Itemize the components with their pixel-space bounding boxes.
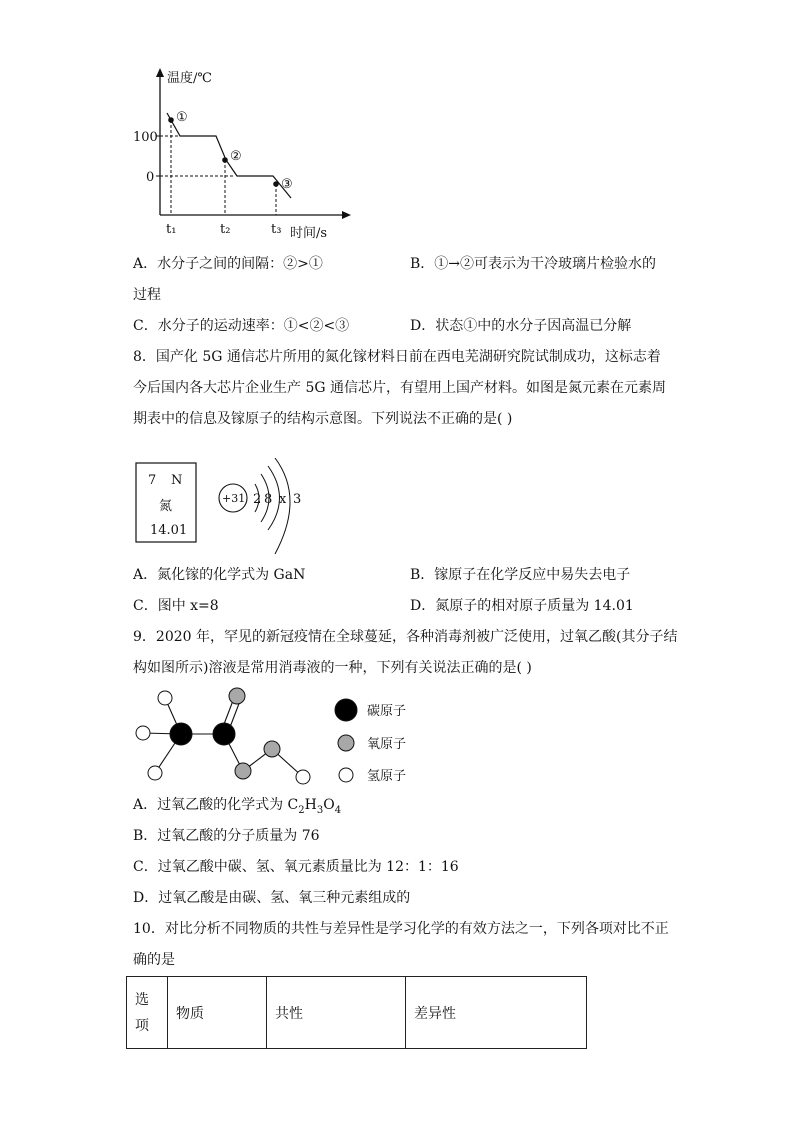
q8-option-d: D．氮原子的相对原子质量为 14.01 [410, 598, 634, 614]
y-axis-label: 温度/℃ [167, 71, 212, 86]
comparison-table [126, 976, 587, 1049]
q8-option-a: A．氮化镓的化学式为 GaN [133, 567, 306, 583]
state-label-1: ① [176, 110, 188, 125]
hydrogen-atom-2 [158, 691, 172, 705]
q7-option-c: C．水分子的运动速率：①<②<③ [133, 318, 350, 334]
x-axis-arrow [342, 211, 351, 219]
legend-carbon-swatch [335, 699, 357, 721]
state-label-2: ② [230, 149, 242, 164]
q8-option-c: C．图中 x=8 [133, 598, 219, 614]
formula-sub-o: 4 [334, 804, 342, 816]
q7-option-b-line1: B．①→②可表示为干冷玻璃片检验水的 [410, 256, 657, 272]
header-option [127, 977, 168, 1049]
nucleus-charge: +31 [222, 492, 246, 505]
table-header-row [127, 977, 587, 1049]
x-tick-label-t2: t₂ [220, 222, 231, 237]
carbon-atom-1 [170, 723, 192, 745]
q8-stem-line1: 8．国产化 5G 通信芯片所用的氮化镓材料日前在西电芜湖研究院试制成功，这标志着 [133, 349, 661, 365]
x-tick-label-t3: t₃ [271, 222, 282, 237]
hydrogen-atom-4 [296, 770, 310, 784]
state-point-2 [222, 157, 228, 163]
shell-electrons-3: x [279, 492, 287, 507]
q8-stem-line2: 今后国内各大芯片企业生产 5G 通信芯片，有望用上国产材料。如图是氮元素在元素周 [133, 380, 666, 396]
oxygen-atom-1 [229, 688, 245, 704]
legend-hydrogen-swatch [339, 768, 353, 782]
q7-option-d: D．状态①中的水分子因高温已分解 [410, 318, 632, 334]
element-atomic-number: 7 [148, 473, 157, 488]
legend-oxygen-swatch [338, 735, 354, 751]
q9-option-a-prefix: A．过氧乙酸的化学式为 C [133, 797, 299, 813]
temperature-time-graph [120, 60, 370, 245]
q8-stem-line3: 期表中的信息及镓原子的结构示意图。下列说法不正确的是( ) [133, 411, 513, 427]
oxygen-atom-2 [235, 763, 251, 779]
element-name: 氮 [159, 499, 173, 514]
element-atomic-mass: 14.01 [150, 523, 188, 538]
shell-electrons-1: 2 [253, 492, 262, 507]
shell-electrons-4: 3 [293, 492, 302, 507]
q7-option-a: A．水分子之间的间隔：②>① [133, 256, 323, 272]
q9-option-a [133, 796, 341, 820]
element-symbol: N [171, 473, 183, 488]
formula-h: H [304, 797, 317, 813]
q7-option-b-line2: 过程 [133, 287, 161, 303]
header-option-char1: 选 [135, 991, 149, 1008]
state-label-3: ③ [281, 177, 293, 192]
q8-option-b: B．镓原子在化学反应中易失去电子 [410, 567, 631, 583]
state-point-1 [168, 117, 174, 123]
header-option-char2: 项 [135, 1017, 149, 1034]
q9-stem-line1: 9．2020 年，罕见的新冠疫情在全球蔓延，各种消毒剂被广泛使用，过氧乙酸(其分子结 [133, 629, 678, 645]
molecule-legend [332, 695, 442, 790]
shell-electrons-2: 8 [264, 492, 273, 507]
carbon-atom-2 [213, 723, 235, 745]
x-axis-label: 时间/s [290, 226, 328, 241]
hydrogen-atom-1 [136, 726, 150, 740]
y-axis-arrow [156, 68, 164, 77]
oxygen-atom-3 [264, 741, 280, 757]
peracetic-acid-molecule [125, 682, 325, 787]
header-commonality: 共性 [267, 977, 406, 1049]
header-substance: 物质 [168, 977, 267, 1049]
q9-option-c: C．过氧乙酸中碳、氢、氧元素质量比为 12：1：16 [133, 859, 459, 875]
q9-option-b: B．过氧乙酸的分子质量为 76 [133, 828, 320, 844]
legend-oxygen-label: 氧原子 [367, 737, 407, 752]
formula-o: O [323, 797, 335, 813]
legend-hydrogen-label: 氢原子 [367, 769, 407, 784]
q9-option-d: D．过氧乙酸是由碳、氢、氧三种元素组成的 [133, 890, 411, 906]
temperature-curve [167, 113, 291, 198]
q10-stem-line2: 确的是 [133, 952, 175, 968]
x-tick-label-t1: t₁ [166, 222, 177, 237]
gallium-atom-diagram [215, 458, 310, 558]
state-point-3 [273, 181, 279, 187]
hydrogen-atom-3 [148, 766, 162, 780]
formula-sub-h: 3 [316, 804, 324, 816]
y-tick-label-100: 100 [133, 130, 158, 145]
formula-sub-c: 2 [298, 804, 305, 816]
q9-stem-line2: 构如图所示)溶液是常用消毒液的一种，下列有关说法正确的是( ) [133, 660, 532, 676]
header-difference: 差异性 [406, 977, 587, 1049]
q10-stem-line1: 10．对比分析不同物质的共性与差异性是学习化学的有效方法之一，下列各项对比不正 [133, 921, 669, 937]
nitrogen-element-card [135, 462, 199, 544]
y-tick-label-0: 0 [146, 170, 155, 185]
legend-carbon-label: 碳原子 [367, 704, 407, 719]
